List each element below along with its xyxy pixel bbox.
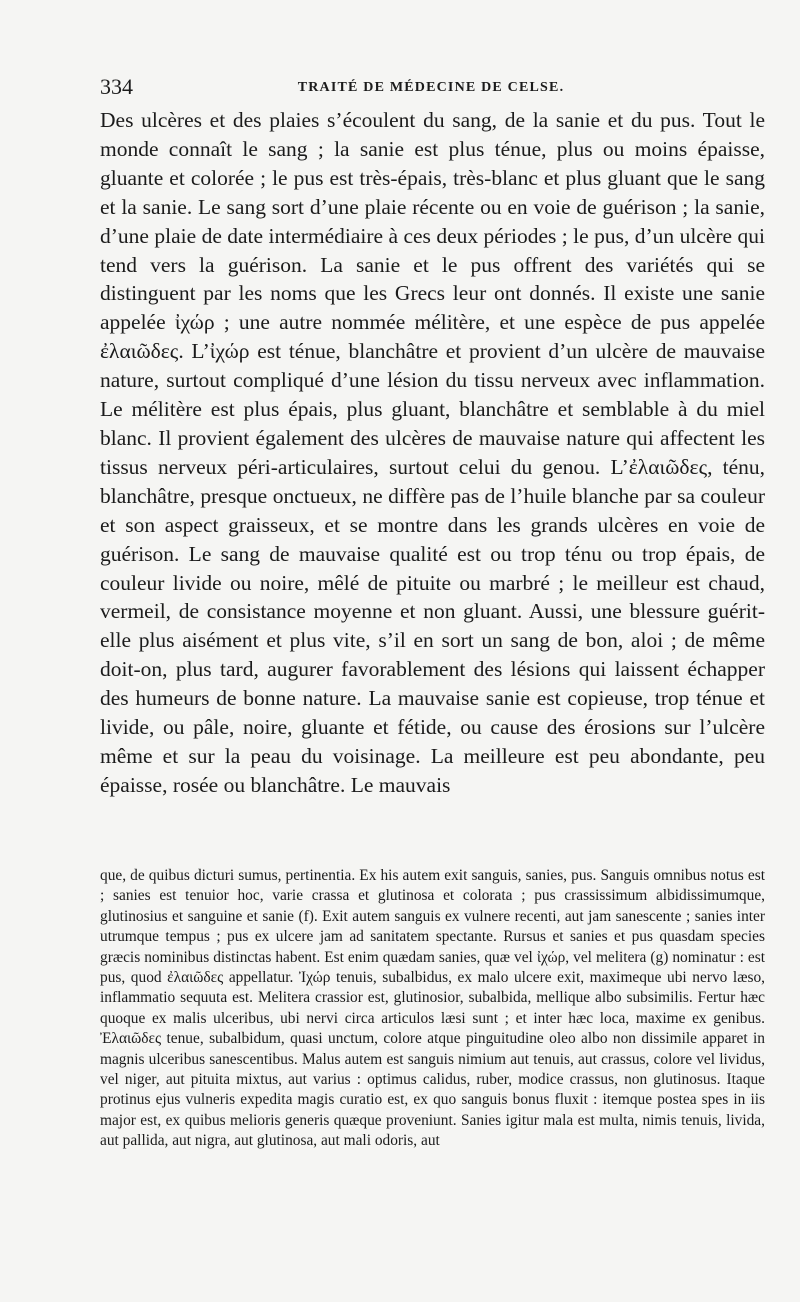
page-number: 334 [100,74,133,99]
running-title: TRAITÉ DE MÉDECINE DE CELSE. [297,80,565,95]
latin-original-text: que, de quibus dicturi sumus, pertinentia. Ex his autem exit sanguis, sanies, pus. Sanguis omnibus notus est ; sanies est tenuior hoc, varie crassa et glutinosa et colorata ; pus crassissimum albidissimumque, glutinosius et sanguine et sanie (f). Exit autem sanguis ex vulnere recenti, aut jam sanescente ; sanies inter utrumque tempus ; pus ex ulcere jam ad sanitatem spectante. Rursus et sanies et pus quasdam species græcis nominibus distinctas habent. Est enim quædam sanies, quæ vel ἰχώρ, vel melitera (g) nominatur : est pus, quod ἐλαιῶδες appellatur. Ἰχώρ tenuis, subalbidus, ex malo ulcere exit, maximeque ubi nervo læso, inflammatio sequuta est. Melitera crassior est, glutinosior, subalbida, mellique albo subsimilis. Fertur hæc quoque ex malis ulceribus, ubi nervi circa articulos læsi sunt ; et inter hæc loca, maxime ex genibus. Ἐλαιῶδες tenue, subalbidum, quasi unctum, colore atque pinguitudine oleo albo non dissimile apparet in magnis ulceribus sanescentibus. Malus autem est sanguis nimium aut tenuis, aut crassus, colore vel lividus, vel niger, aut pituita mixtus, aut varius : optimus calidus, ruber, modice crassus, non glutinosus. Itaque protinus ejus vulneris expedita magis curatio est, ex quo sanguis bonus fluxit : itemque postea spes in iis major est, ex quibus melioris generis quæque proveniunt. Sanies igitur mala est multa, nimis tenuis, livida, aut pallida, aut nigra, aut glutinosa, aut mali odoris, aut [100,867,765,1150]
page-header [100,74,762,100]
french-translation-text: Des ulcères et des plaies s’écoulent du sang, de la sanie et du pus. Tout le monde connaît le sang ; la sanie est plus ténue, plus ou moins épaisse, gluante et colorée ; le pus est très-épais, très-blanc et plus gluant que le sang et la sanie. Le sang sort d’une plaie récente ou en voie de guérison ; la sanie, d’une plaie de date intermédiaire à ces deux périodes ; le pus, d’un ulcère qui tend vers la guérison. La sanie et le pus offrent des variétés qui se distinguent par les noms que les Grecs leur ont donnés. Il existe une sanie appelée ἰχώρ ; une autre nommée mélitère, et une espèce de pus appelée ἐλαιῶδες. L’ἰχώρ est ténue, blanchâtre et provient d’un ulcère de mauvaise nature, surtout compliqué d’une lésion du tissu nerveux avec inflammation. Le mélitère est plus épais, plus gluant, blanchâtre et semblable à du miel blanc. Il provient également des ulcères de mauvaise nature qui affectent les tissus nerveux péri-articulaires, surtout celui du genou. L’ἐλαιῶδες, ténu, blanchâtre, presque onctueux, ne diffère pas de l’huile blanche par sa couleur et son aspect graisseux, et se montre dans les grands ulcères en voie de guérison. Le sang de mauvaise qualité est ou trop ténu ou trop épais, de couleur livide ou noire, mêlé de pituite ou marbré ; le meilleur est chaud, vermeil, de consistance moyenne et non gluant. Aussi, une blessure guérit-elle plus aisément et plus vite, s’il en sort un sang de bon, aloi ; de même doit-on, plus tard, augurer favorablement des lésions qui laissent échapper des humeurs de bonne nature. La mauvaise sanie est copieuse, trop ténue et livide, ou pâle, noire, gluante et fétide, ou cause des érosions sur l’ulcère même et sur la peau du voisinage. La meilleure est peu abondante, peu épaisse, rosée ou blanchâtre. Le mauvais [100,108,765,797]
